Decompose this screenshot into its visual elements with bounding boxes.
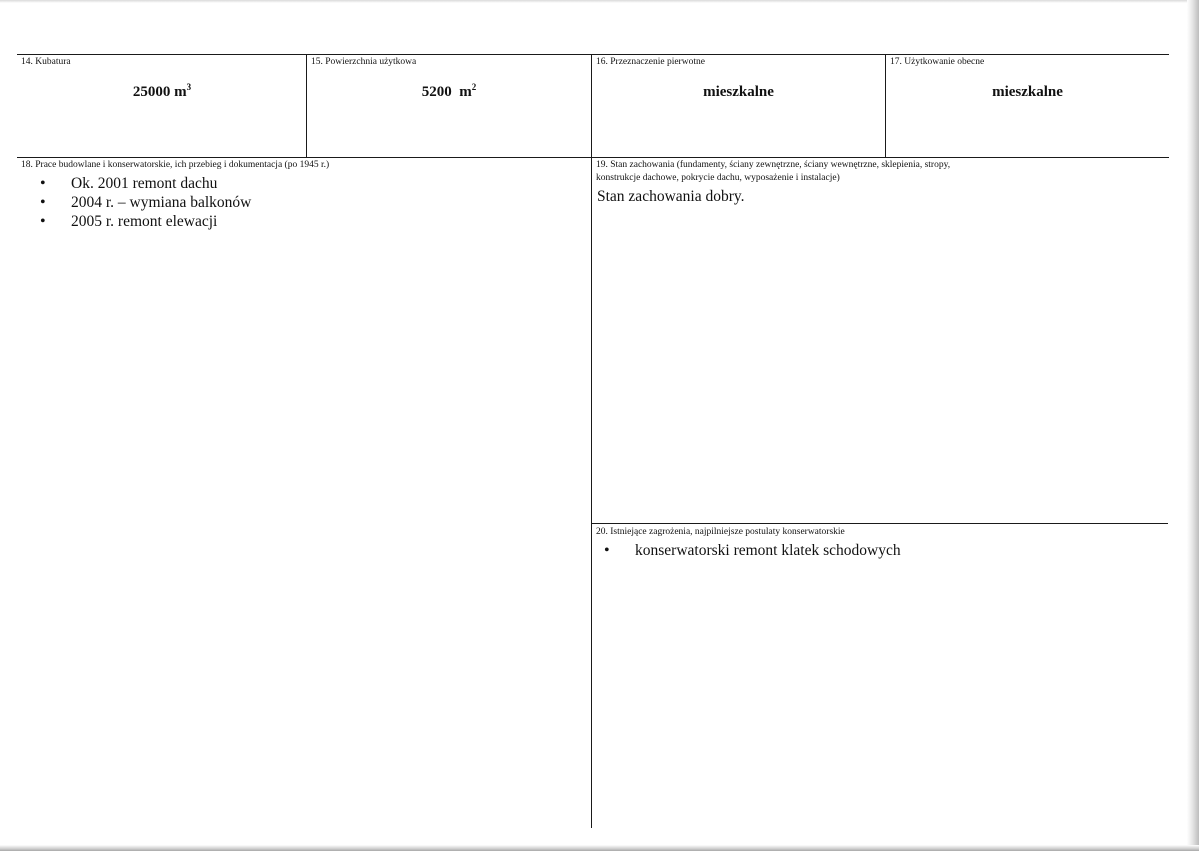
kubatura-value: [18, 84, 306, 101]
kubatura-value-text: 25000 m: [132, 84, 187, 100]
prace-label: 18. Prace budowlane i konserwatorskie, ich przebieg i dokumentacja (po 1945 r.): [21, 160, 330, 170]
kubatura-label: 14. Kubatura: [21, 57, 71, 67]
przeznaczenie-value: mieszkalne: [703, 84, 774, 100]
stan-label-line2: konstrukcje dachowe, pokrycie dachu, wyposażenie i instalacje): [596, 173, 840, 183]
stan-value: Stan zachowania dobry.: [597, 188, 745, 205]
prace-list-item: • Ok. 2001 remont dachu: [40, 174, 251, 193]
field20-top-border: [591, 523, 1168, 524]
col-divider-3: [885, 54, 886, 158]
row1-bottom-border: [17, 157, 1169, 158]
uzytkowanie-label: 17. Użytkowanie obecne: [890, 57, 985, 67]
prace-list-item: • 2005 r. remont elewacji: [40, 212, 251, 231]
scan-edge-bottom: [0, 845, 1199, 851]
kubatura-unit-exponent: 3: [186, 82, 192, 92]
przeznaczenie-label: 16. Przeznaczenie pierwotne: [596, 57, 705, 67]
col-divider-1: [306, 54, 307, 158]
scan-edge-top: [0, 0, 1199, 3]
prace-list: [40, 174, 251, 231]
uzytkowanie-value: mieszkalne: [992, 84, 1063, 100]
stan-label-line1: 19. Stan zachowania (fundamenty, ściany zewnętrzne, ściany wewnętrzne, sklepienia, stropy,: [596, 160, 951, 170]
prace-list-item: • 2004 r. – wymiana balkonów: [40, 193, 251, 212]
powierzchnia-value: [307, 84, 591, 101]
powierzchnia-unit-exponent: 2: [471, 82, 477, 92]
zagrozenia-label: 20. Istniejące zagrożenia, najpilniejsze postulaty konserwatorskie: [596, 527, 845, 537]
table-top-border: [17, 54, 1169, 55]
powierzchnia-value-text: 5200 m: [421, 84, 472, 100]
powierzchnia-label: 15. Powierzchnia użytkowa: [311, 57, 417, 67]
scan-edge-right: [1187, 0, 1199, 851]
zagrozenia-list: [604, 541, 901, 560]
zagrozenia-list-item: • konserwatorski remont klatek schodowych: [604, 541, 901, 560]
col-divider-center: [591, 54, 592, 828]
